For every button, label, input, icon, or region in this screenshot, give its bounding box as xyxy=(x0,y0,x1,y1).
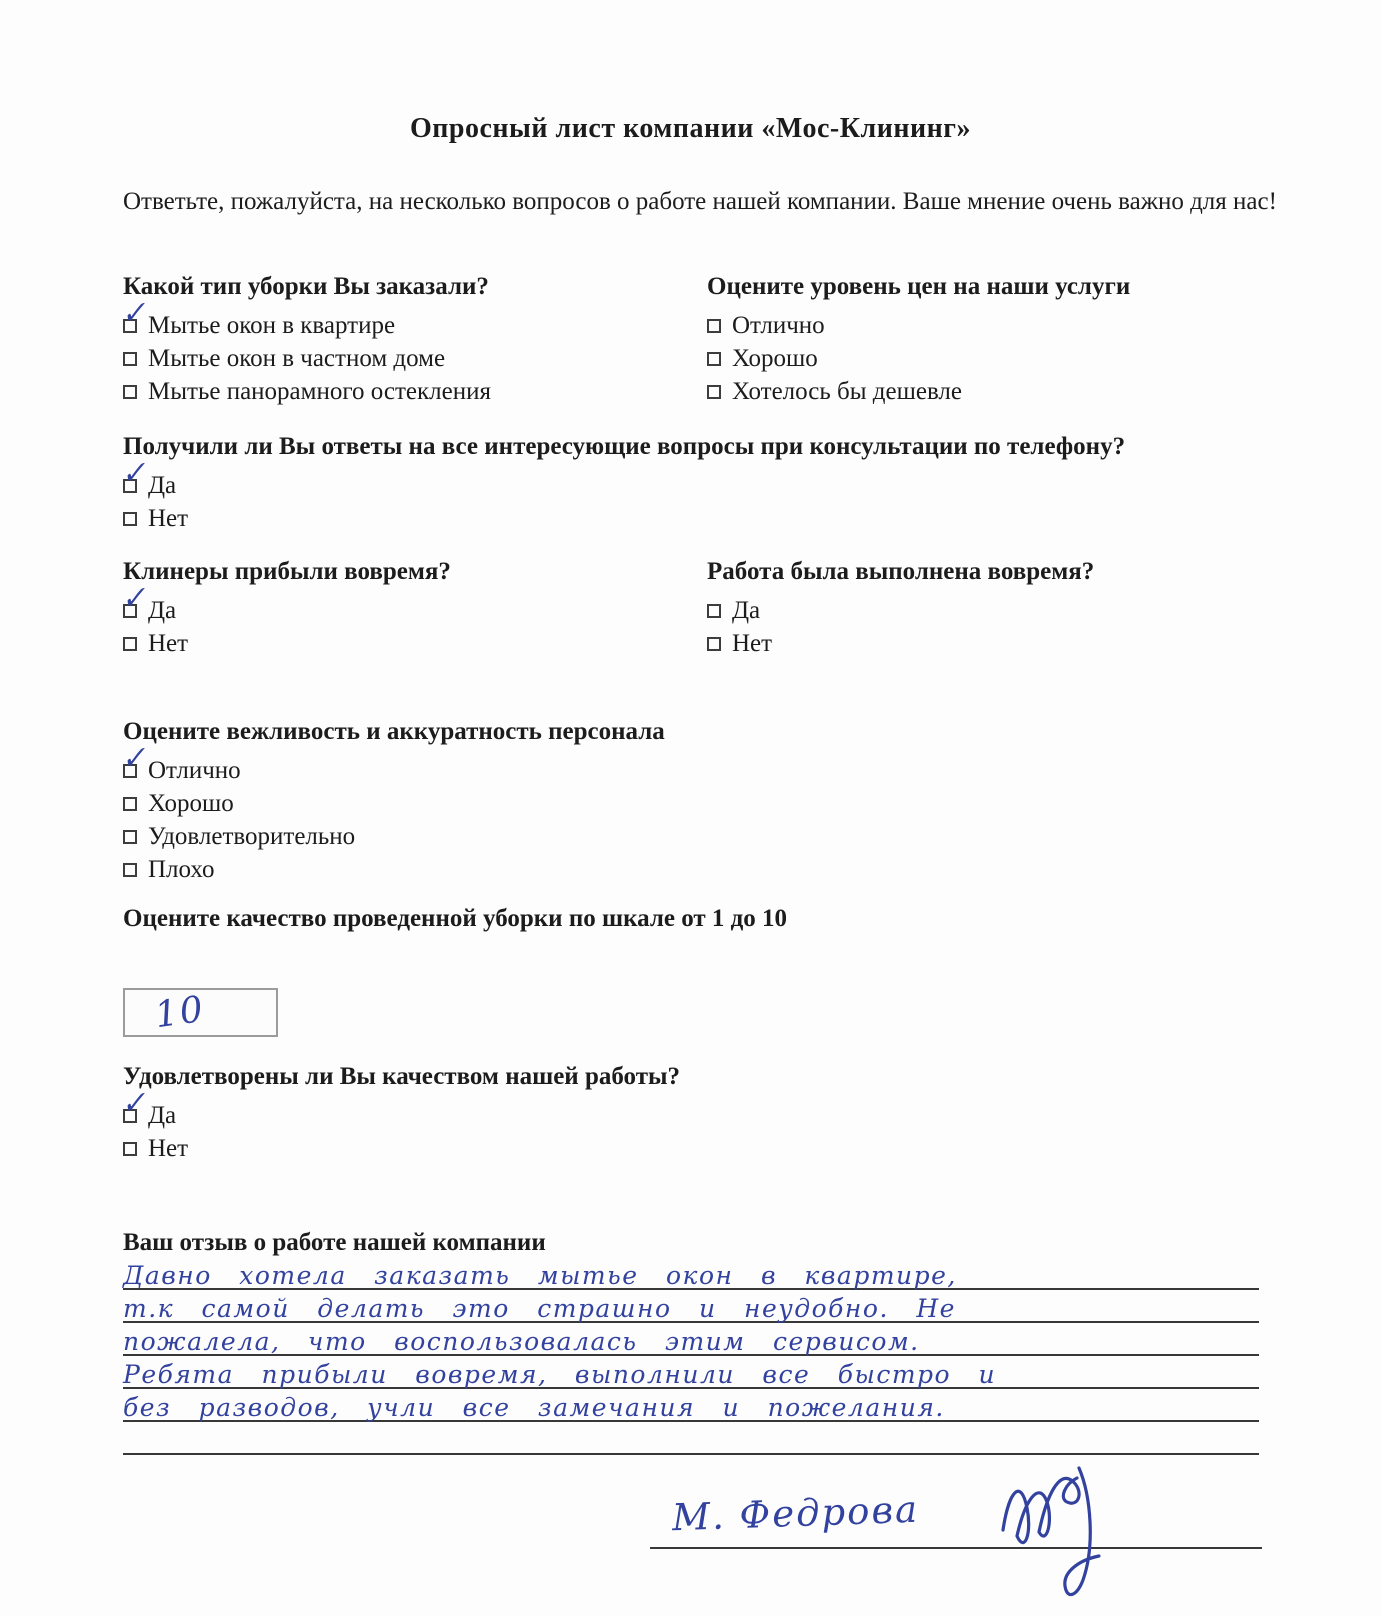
question-quality-scale xyxy=(123,904,787,941)
option-label: Удовлетворительно xyxy=(148,822,356,850)
check-icon: ✓ xyxy=(119,294,148,332)
option-label: Мытье окон в квартире xyxy=(148,311,396,339)
review-line[interactable] xyxy=(123,1389,1259,1422)
question-label: Удовлетворены ли Вы качеством нашей работы? xyxy=(123,1063,681,1090)
option-label: Нет xyxy=(148,629,189,657)
option-row xyxy=(119,739,665,787)
checkbox[interactable] xyxy=(119,739,148,778)
check-icon: ✓ xyxy=(119,454,148,492)
option-label: Мытье панорамного остекления xyxy=(148,377,491,405)
checkbox[interactable] xyxy=(119,579,148,618)
option-label: Отлично xyxy=(148,756,241,784)
option-row xyxy=(123,820,665,853)
check-icon: ✓ xyxy=(119,1084,148,1122)
question-label: Оцените уровень цен на наши услуги xyxy=(707,273,1131,300)
review-handwriting: Давно хотела заказать мытье окон в квартире, xyxy=(123,1261,957,1290)
checkbox[interactable] xyxy=(123,637,137,651)
option-label: Да xyxy=(148,471,177,499)
option-label: Хотелось бы дешевле xyxy=(732,377,962,405)
checkbox[interactable] xyxy=(707,604,721,618)
question-label: Клинеры прибыли вовремя? xyxy=(123,558,451,585)
checkbox[interactable] xyxy=(123,512,137,526)
check-icon: ✓ xyxy=(119,579,148,617)
option-row xyxy=(123,502,1125,535)
option-row xyxy=(707,594,1094,627)
option-row xyxy=(707,627,1094,660)
option-row xyxy=(119,1084,680,1132)
question-label: Оцените вежливость и аккуратность персонала xyxy=(123,718,665,745)
question-label: Получили ли Вы ответы на все интересующие вопросы при консультации по телефону? xyxy=(123,433,1126,460)
option-label: Отлично xyxy=(732,311,825,339)
question-label: Ваш отзыв о работе нашей компании xyxy=(123,1229,546,1256)
checkbox[interactable] xyxy=(707,385,721,399)
rating-input-box[interactable] xyxy=(123,988,278,1037)
review-line[interactable] xyxy=(123,1323,1259,1356)
intro-text: Ответьте, пожалуйста, на несколько вопросов о работе нашей компании. Ваше мнение очень важно для нас! xyxy=(123,188,1277,215)
question-phone-answers xyxy=(119,432,1126,535)
option-row xyxy=(707,375,1130,408)
checkbox[interactable] xyxy=(123,863,137,877)
option-row xyxy=(123,853,665,886)
review-handwriting: Ребята прибыли вовремя, выполнили все быстро и xyxy=(123,1360,997,1389)
review-line[interactable] xyxy=(123,1290,1259,1323)
signature-flourish-icon xyxy=(995,1450,1135,1610)
question-label: Оцените качество проведенной уборки по шкале от 1 до 10 xyxy=(123,905,788,932)
question-satisfaction xyxy=(119,1062,681,1165)
option-row xyxy=(123,1132,680,1165)
option-row xyxy=(707,309,1130,342)
signature-line[interactable] xyxy=(650,1547,1262,1549)
option-label: Нет xyxy=(148,1134,189,1162)
question-label: Работа была выполнена вовремя? xyxy=(707,558,1095,585)
option-row xyxy=(119,454,1125,502)
option-row xyxy=(123,627,451,660)
review-line[interactable] xyxy=(123,1257,1259,1290)
option-row xyxy=(123,787,665,820)
option-row xyxy=(707,342,1130,375)
checkbox[interactable] xyxy=(123,797,137,811)
signature-name: М. Федрова xyxy=(671,1487,920,1540)
checkbox[interactable] xyxy=(123,830,137,844)
option-label: Мытье окон в частном доме xyxy=(148,344,446,372)
option-label: Плохо xyxy=(148,855,215,883)
rating-value-handwritten: 10 xyxy=(152,988,208,1037)
signature-block xyxy=(650,1430,1262,1610)
review-field xyxy=(123,1257,1259,1455)
option-label: Нет xyxy=(732,629,773,657)
checkbox[interactable] xyxy=(707,637,721,651)
option-label: Хорошо xyxy=(732,344,818,372)
review-line[interactable] xyxy=(123,1356,1259,1389)
checkbox[interactable] xyxy=(123,352,137,366)
review-handwriting: т.к самой делать это страшно и неудобно. Не xyxy=(123,1294,956,1323)
review-handwriting: без разводов, учли все замечания и пожелания. xyxy=(123,1393,945,1422)
checkbox[interactable] xyxy=(119,454,148,493)
question-price-level xyxy=(707,272,1130,408)
checkbox[interactable] xyxy=(707,352,721,366)
question-cleaning-type xyxy=(119,272,491,408)
question-work-on-time xyxy=(707,557,1094,660)
checkbox[interactable] xyxy=(119,294,148,333)
review-handwriting: пожалела, что воспользовалась этим сервисом. xyxy=(123,1327,920,1356)
checkbox[interactable] xyxy=(123,1142,137,1156)
option-row xyxy=(123,342,491,375)
option-label: Нет xyxy=(148,504,189,532)
form-title: Опросный лист компании «Мос-Клининг» xyxy=(410,113,971,144)
option-label: Да xyxy=(148,1101,177,1129)
question-staff-politeness xyxy=(119,717,665,886)
check-icon: ✓ xyxy=(119,739,148,777)
option-row xyxy=(123,375,491,408)
option-row xyxy=(119,579,451,627)
option-row xyxy=(119,294,491,342)
checkbox[interactable] xyxy=(119,1084,148,1123)
question-cleaners-on-time xyxy=(119,557,451,660)
checkbox[interactable] xyxy=(123,385,137,399)
option-label: Да xyxy=(732,596,761,624)
option-label: Да xyxy=(148,596,177,624)
checkbox[interactable] xyxy=(707,319,721,333)
option-label: Хорошо xyxy=(148,789,234,817)
question-label: Какой тип уборки Вы заказали? xyxy=(123,273,489,300)
